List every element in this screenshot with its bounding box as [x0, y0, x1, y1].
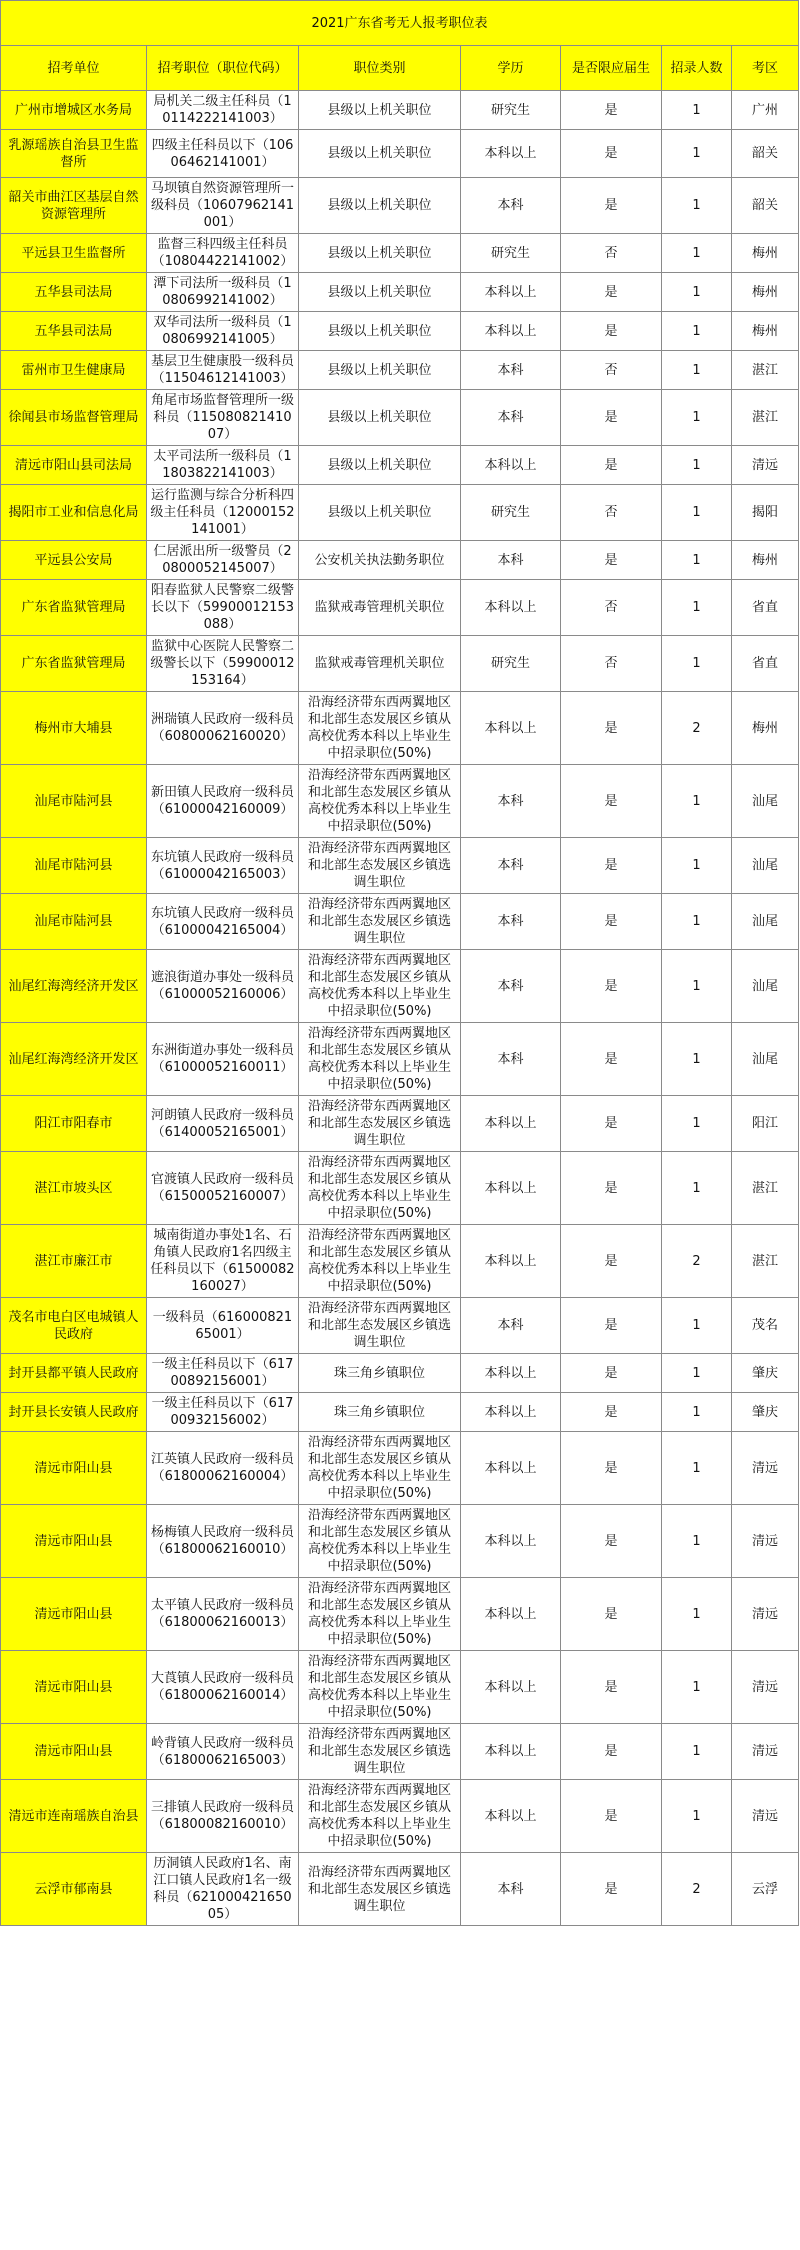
table-row [1, 765, 799, 838]
cell-category: 沿海经济带东西两翼地区和北部生态发展区乡镇选调生职位 [299, 1724, 461, 1780]
cell-exam-area: 清远 [732, 1651, 799, 1724]
cell-unit: 五华县司法局 [1, 273, 147, 312]
cell-unit: 汕尾市陆河县 [1, 894, 147, 950]
cell-education: 本科以上 [461, 692, 561, 765]
cell-count: 1 [662, 1152, 732, 1225]
cell-count: 2 [662, 1225, 732, 1298]
cell-exam-area: 汕尾 [732, 1023, 799, 1096]
cell-education: 本科以上 [461, 1152, 561, 1225]
cell-category: 县级以上机关职位 [299, 234, 461, 273]
cell-education: 本科以上 [461, 1096, 561, 1152]
cell-exam-area: 汕尾 [732, 950, 799, 1023]
cell-unit: 清远市阳山县 [1, 1651, 147, 1724]
cell-count: 1 [662, 91, 732, 130]
cell-unit: 乳源瑶族自治县卫生监督所 [1, 130, 147, 178]
cell-category: 沿海经济带东西两翼地区和北部生态发展区乡镇从高校优秀本科以上毕业生中招录职位(50%) [299, 1651, 461, 1724]
cell-position: 太平司法所一级科员（11803822141003） [147, 446, 299, 485]
cell-count: 1 [662, 1354, 732, 1393]
cell-category: 沿海经济带东西两翼地区和北部生态发展区乡镇从高校优秀本科以上毕业生中招录职位(50%) [299, 1432, 461, 1505]
cell-position: 大莨镇人民政府一级科员（61800062160014） [147, 1651, 299, 1724]
table-row [1, 130, 799, 178]
cell-fresh-graduate: 是 [561, 1578, 662, 1651]
table-row [1, 1225, 799, 1298]
cell-count: 1 [662, 541, 732, 580]
cell-education: 本科以上 [461, 1393, 561, 1432]
cell-exam-area: 梅州 [732, 273, 799, 312]
cell-exam-area: 广州 [732, 91, 799, 130]
cell-unit: 清远市连南瑶族自治县 [1, 1780, 147, 1853]
cell-count: 1 [662, 485, 732, 541]
cell-position: 洲瑞镇人民政府一级科员（60800062160020） [147, 692, 299, 765]
header-fresh-graduate: 是否限应届生 [561, 46, 662, 91]
cell-category: 县级以上机关职位 [299, 91, 461, 130]
cell-category: 县级以上机关职位 [299, 130, 461, 178]
cell-unit: 雷州市卫生健康局 [1, 351, 147, 390]
cell-fresh-graduate: 否 [561, 636, 662, 692]
cell-education: 本科 [461, 838, 561, 894]
cell-fresh-graduate: 否 [561, 234, 662, 273]
header-count: 招录人数 [662, 46, 732, 91]
cell-exam-area: 汕尾 [732, 765, 799, 838]
cell-unit: 汕尾红海湾经济开发区 [1, 950, 147, 1023]
cell-exam-area: 韶关 [732, 178, 799, 234]
cell-fresh-graduate: 是 [561, 692, 662, 765]
cell-exam-area: 梅州 [732, 312, 799, 351]
cell-fresh-graduate: 是 [561, 1354, 662, 1393]
cell-category: 沿海经济带东西两翼地区和北部生态发展区乡镇从高校优秀本科以上毕业生中招录职位(50%) [299, 1780, 461, 1853]
cell-fresh-graduate: 是 [561, 1225, 662, 1298]
cell-fresh-graduate: 是 [561, 950, 662, 1023]
cell-count: 1 [662, 446, 732, 485]
cell-unit: 五华县司法局 [1, 312, 147, 351]
cell-unit: 韶关市曲江区基层自然资源管理所 [1, 178, 147, 234]
cell-count: 1 [662, 1724, 732, 1780]
cell-position: 马坝镇自然资源管理所一级科员（10607962141001） [147, 178, 299, 234]
cell-unit: 广州市增城区水务局 [1, 91, 147, 130]
cell-position: 局机关二级主任科员（10114222141003） [147, 91, 299, 130]
cell-position: 新田镇人民政府一级科员（61000042160009） [147, 765, 299, 838]
cell-position: 角尾市场监督管理所一级科员（11508082141007） [147, 390, 299, 446]
cell-unit: 梅州市大埔县 [1, 692, 147, 765]
table-row [1, 1023, 799, 1096]
cell-education: 本科 [461, 178, 561, 234]
cell-fresh-graduate: 是 [561, 894, 662, 950]
cell-unit: 平远县公安局 [1, 541, 147, 580]
table-row [1, 178, 799, 234]
cell-exam-area: 云浮 [732, 1853, 799, 1926]
cell-position: 官渡镇人民政府一级科员（61500052160007） [147, 1152, 299, 1225]
cell-unit: 广东省监狱管理局 [1, 636, 147, 692]
cell-category: 县级以上机关职位 [299, 351, 461, 390]
cell-category: 沿海经济带东西两翼地区和北部生态发展区乡镇从高校优秀本科以上毕业生中招录职位(50%) [299, 1578, 461, 1651]
cell-category: 沿海经济带东西两翼地区和北部生态发展区乡镇选调生职位 [299, 1853, 461, 1926]
cell-fresh-graduate: 否 [561, 351, 662, 390]
cell-position: 遮浪街道办事处一级科员（61000052160006） [147, 950, 299, 1023]
table-row [1, 234, 799, 273]
cell-fresh-graduate: 否 [561, 580, 662, 636]
cell-education: 本科以上 [461, 312, 561, 351]
cell-position: 河朗镇人民政府一级科员（61400052165001） [147, 1096, 299, 1152]
cell-education: 本科 [461, 390, 561, 446]
cell-position: 东洲街道办事处一级科员（61000052160011） [147, 1023, 299, 1096]
cell-position: 岭背镇人民政府一级科员（61800062165003） [147, 1724, 299, 1780]
cell-count: 1 [662, 1393, 732, 1432]
header-education: 学历 [461, 46, 561, 91]
cell-exam-area: 湛江 [732, 1225, 799, 1298]
cell-count: 1 [662, 765, 732, 838]
cell-count: 1 [662, 580, 732, 636]
cell-unit: 茂名市电白区电城镇人民政府 [1, 1298, 147, 1354]
table-row [1, 1152, 799, 1225]
cell-fresh-graduate: 是 [561, 1505, 662, 1578]
cell-exam-area: 清远 [732, 1578, 799, 1651]
header-category: 职位类别 [299, 46, 461, 91]
cell-education: 本科 [461, 541, 561, 580]
cell-category: 沿海经济带东西两翼地区和北部生态发展区乡镇从高校优秀本科以上毕业生中招录职位(50%) [299, 692, 461, 765]
cell-unit: 广东省监狱管理局 [1, 580, 147, 636]
cell-count: 1 [662, 1578, 732, 1651]
table-row [1, 1780, 799, 1853]
cell-fresh-graduate: 是 [561, 178, 662, 234]
cell-unit: 清远市阳山县司法局 [1, 446, 147, 485]
cell-position: 潭下司法所一级科员（10806992141002） [147, 273, 299, 312]
cell-education: 本科以上 [461, 1724, 561, 1780]
cell-education: 本科以上 [461, 1651, 561, 1724]
cell-education: 本科 [461, 1853, 561, 1926]
cell-count: 1 [662, 273, 732, 312]
cell-position: 历洞镇人民政府1名、南江口镇人民政府1名一级科员（62100042165005） [147, 1853, 299, 1926]
cell-exam-area: 清远 [732, 446, 799, 485]
cell-unit: 汕尾红海湾经济开发区 [1, 1023, 147, 1096]
table-row [1, 1298, 799, 1354]
cell-exam-area: 省直 [732, 580, 799, 636]
title-row [1, 1, 799, 46]
table-row [1, 1096, 799, 1152]
cell-fresh-graduate: 是 [561, 1096, 662, 1152]
cell-education: 本科以上 [461, 1225, 561, 1298]
cell-category: 监狱戒毒管理机关职位 [299, 580, 461, 636]
table-row [1, 950, 799, 1023]
cell-position: 杨梅镇人民政府一级科员（61800062160010） [147, 1505, 299, 1578]
cell-fresh-graduate: 是 [561, 1298, 662, 1354]
cell-exam-area: 汕尾 [732, 838, 799, 894]
table-row [1, 1651, 799, 1724]
cell-education: 本科以上 [461, 1432, 561, 1505]
cell-category: 沿海经济带东西两翼地区和北部生态发展区乡镇从高校优秀本科以上毕业生中招录职位(50%) [299, 765, 461, 838]
cell-count: 1 [662, 1432, 732, 1505]
table-title: 2021广东省考无人报考职位表 [1, 1, 799, 46]
cell-position: 太平镇人民政府一级科员（61800062160013） [147, 1578, 299, 1651]
cell-fresh-graduate: 是 [561, 838, 662, 894]
cell-education: 本科以上 [461, 580, 561, 636]
table-row [1, 894, 799, 950]
cell-unit: 徐闻县市场监督管理局 [1, 390, 147, 446]
table-row [1, 273, 799, 312]
cell-education: 研究生 [461, 91, 561, 130]
cell-count: 1 [662, 1023, 732, 1096]
cell-exam-area: 梅州 [732, 541, 799, 580]
cell-unit: 封开县长安镇人民政府 [1, 1393, 147, 1432]
cell-position: 双华司法所一级科员（10806992141005） [147, 312, 299, 351]
cell-education: 本科以上 [461, 1505, 561, 1578]
cell-category: 沿海经济带东西两翼地区和北部生态发展区乡镇选调生职位 [299, 838, 461, 894]
cell-unit: 汕尾市陆河县 [1, 765, 147, 838]
cell-category: 沿海经济带东西两翼地区和北部生态发展区乡镇选调生职位 [299, 1096, 461, 1152]
cell-fresh-graduate: 是 [561, 273, 662, 312]
cell-category: 珠三角乡镇职位 [299, 1393, 461, 1432]
cell-position: 一级主任科员以下（61700892156001） [147, 1354, 299, 1393]
header-exam-area: 考区 [732, 46, 799, 91]
cell-fresh-graduate: 是 [561, 446, 662, 485]
cell-fresh-graduate: 是 [561, 91, 662, 130]
cell-exam-area: 揭阳 [732, 485, 799, 541]
table-row [1, 390, 799, 446]
cell-count: 1 [662, 1505, 732, 1578]
cell-category: 沿海经济带东西两翼地区和北部生态发展区乡镇从高校优秀本科以上毕业生中招录职位(50%) [299, 1152, 461, 1225]
cell-education: 本科 [461, 351, 561, 390]
cell-fresh-graduate: 是 [561, 1393, 662, 1432]
cell-position: 三排镇人民政府一级科员（61800082160010） [147, 1780, 299, 1853]
cell-exam-area: 梅州 [732, 692, 799, 765]
cell-category: 县级以上机关职位 [299, 312, 461, 351]
table-row [1, 485, 799, 541]
table-row [1, 1354, 799, 1393]
table-row [1, 636, 799, 692]
cell-unit: 清远市阳山县 [1, 1505, 147, 1578]
cell-position: 运行监测与综合分析科四级主任科员（12000152141001） [147, 485, 299, 541]
cell-count: 2 [662, 692, 732, 765]
cell-category: 沿海经济带东西两翼地区和北部生态发展区乡镇从高校优秀本科以上毕业生中招录职位(50%) [299, 950, 461, 1023]
cell-fresh-graduate: 是 [561, 541, 662, 580]
cell-category: 县级以上机关职位 [299, 178, 461, 234]
cell-position: 东坑镇人民政府一级科员（61000042165004） [147, 894, 299, 950]
cell-education: 本科以上 [461, 1780, 561, 1853]
header-unit: 招考单位 [1, 46, 147, 91]
cell-unit: 揭阳市工业和信息化局 [1, 485, 147, 541]
cell-position: 一级科员（61600082165001） [147, 1298, 299, 1354]
cell-count: 2 [662, 1853, 732, 1926]
cell-fresh-graduate: 是 [561, 390, 662, 446]
cell-category: 沿海经济带东西两翼地区和北部生态发展区乡镇选调生职位 [299, 1298, 461, 1354]
cell-fresh-graduate: 是 [561, 130, 662, 178]
cell-count: 1 [662, 1096, 732, 1152]
cell-education: 本科以上 [461, 130, 561, 178]
cell-category: 公安机关执法勤务职位 [299, 541, 461, 580]
cell-education: 本科以上 [461, 446, 561, 485]
cell-exam-area: 清远 [732, 1780, 799, 1853]
cell-position: 基层卫生健康股一级科员（11504612141003） [147, 351, 299, 390]
cell-count: 1 [662, 1651, 732, 1724]
cell-fresh-graduate: 是 [561, 1651, 662, 1724]
cell-category: 沿海经济带东西两翼地区和北部生态发展区乡镇从高校优秀本科以上毕业生中招录职位(50%) [299, 1505, 461, 1578]
header-row [1, 46, 799, 91]
cell-position: 城南街道办事处1名、石角镇人民政府1名四级主任科员以下（61500082160027） [147, 1225, 299, 1298]
cell-category: 县级以上机关职位 [299, 446, 461, 485]
cell-count: 1 [662, 178, 732, 234]
cell-category: 沿海经济带东西两翼地区和北部生态发展区乡镇选调生职位 [299, 894, 461, 950]
cell-count: 1 [662, 351, 732, 390]
table-row [1, 1578, 799, 1651]
table-row [1, 580, 799, 636]
cell-fresh-graduate: 是 [561, 765, 662, 838]
cell-education: 本科 [461, 950, 561, 1023]
table-row [1, 1393, 799, 1432]
cell-count: 1 [662, 894, 732, 950]
cell-category: 监狱戒毒管理机关职位 [299, 636, 461, 692]
cell-unit: 清远市阳山县 [1, 1724, 147, 1780]
cell-position: 四级主任科员以下（10606462141001） [147, 130, 299, 178]
cell-fresh-graduate: 是 [561, 1724, 662, 1780]
cell-category: 珠三角乡镇职位 [299, 1354, 461, 1393]
cell-education: 研究生 [461, 636, 561, 692]
cell-exam-area: 清远 [732, 1432, 799, 1505]
cell-exam-area: 肇庆 [732, 1354, 799, 1393]
cell-exam-area: 肇庆 [732, 1393, 799, 1432]
cell-unit: 清远市阳山县 [1, 1578, 147, 1651]
table-row [1, 312, 799, 351]
cell-position: 东坑镇人民政府一级科员（61000042165003） [147, 838, 299, 894]
cell-fresh-graduate: 是 [561, 1780, 662, 1853]
cell-unit: 平远县卫生监督所 [1, 234, 147, 273]
cell-position: 江英镇人民政府一级科员（61800062160004） [147, 1432, 299, 1505]
cell-fresh-graduate: 是 [561, 1152, 662, 1225]
cell-education: 本科以上 [461, 1578, 561, 1651]
cell-exam-area: 茂名 [732, 1298, 799, 1354]
cell-exam-area: 湛江 [732, 390, 799, 446]
cell-category: 县级以上机关职位 [299, 273, 461, 312]
cell-count: 1 [662, 950, 732, 1023]
cell-exam-area: 湛江 [732, 351, 799, 390]
cell-exam-area: 清远 [732, 1505, 799, 1578]
cell-unit: 湛江市廉江市 [1, 1225, 147, 1298]
cell-category: 县级以上机关职位 [299, 485, 461, 541]
cell-exam-area: 省直 [732, 636, 799, 692]
cell-unit: 阳江市阳春市 [1, 1096, 147, 1152]
cell-exam-area: 韶关 [732, 130, 799, 178]
cell-unit: 汕尾市陆河县 [1, 838, 147, 894]
cell-education: 本科 [461, 894, 561, 950]
cell-unit: 封开县都平镇人民政府 [1, 1354, 147, 1393]
cell-exam-area: 清远 [732, 1724, 799, 1780]
cell-category: 沿海经济带东西两翼地区和北部生态发展区乡镇从高校优秀本科以上毕业生中招录职位(50%) [299, 1225, 461, 1298]
cell-count: 1 [662, 838, 732, 894]
cell-position: 阳春监狱人民警察二级警长以下（59900012153088） [147, 580, 299, 636]
cell-unit: 云浮市郁南县 [1, 1853, 147, 1926]
cell-fresh-graduate: 是 [561, 312, 662, 351]
cell-education: 研究生 [461, 485, 561, 541]
header-position: 招考职位（职位代码） [147, 46, 299, 91]
cell-count: 1 [662, 390, 732, 446]
cell-fresh-graduate: 否 [561, 485, 662, 541]
table-row [1, 1432, 799, 1505]
table-row [1, 692, 799, 765]
cell-position: 一级主任科员以下（61700932156002） [147, 1393, 299, 1432]
cell-education: 本科以上 [461, 1354, 561, 1393]
cell-education: 研究生 [461, 234, 561, 273]
cell-exam-area: 阳江 [732, 1096, 799, 1152]
cell-exam-area: 汕尾 [732, 894, 799, 950]
table-row [1, 541, 799, 580]
table-row [1, 446, 799, 485]
table-row [1, 351, 799, 390]
cell-exam-area: 梅州 [732, 234, 799, 273]
cell-unit: 清远市阳山县 [1, 1432, 147, 1505]
cell-position: 监狱中心医院人民警察二级警长以下（59900012153164） [147, 636, 299, 692]
cell-category: 沿海经济带东西两翼地区和北部生态发展区乡镇从高校优秀本科以上毕业生中招录职位(50%) [299, 1023, 461, 1096]
cell-fresh-graduate: 是 [561, 1023, 662, 1096]
cell-count: 1 [662, 312, 732, 351]
cell-count: 1 [662, 636, 732, 692]
cell-education: 本科 [461, 1298, 561, 1354]
table-row [1, 1724, 799, 1780]
cell-education: 本科以上 [461, 273, 561, 312]
cell-exam-area: 湛江 [732, 1152, 799, 1225]
table-row [1, 838, 799, 894]
cell-count: 1 [662, 130, 732, 178]
table-row [1, 91, 799, 130]
cell-fresh-graduate: 是 [561, 1432, 662, 1505]
cell-education: 本科 [461, 1023, 561, 1096]
cell-fresh-graduate: 是 [561, 1853, 662, 1926]
cell-position: 监督三科四级主任科员（10804422141002） [147, 234, 299, 273]
table-row [1, 1505, 799, 1578]
cell-count: 1 [662, 234, 732, 273]
cell-position: 仁居派出所一级警员（20800052145007） [147, 541, 299, 580]
cell-unit: 湛江市坡头区 [1, 1152, 147, 1225]
cell-category: 县级以上机关职位 [299, 390, 461, 446]
cell-count: 1 [662, 1780, 732, 1853]
cell-count: 1 [662, 1298, 732, 1354]
table-row [1, 1853, 799, 1926]
cell-education: 本科 [461, 765, 561, 838]
